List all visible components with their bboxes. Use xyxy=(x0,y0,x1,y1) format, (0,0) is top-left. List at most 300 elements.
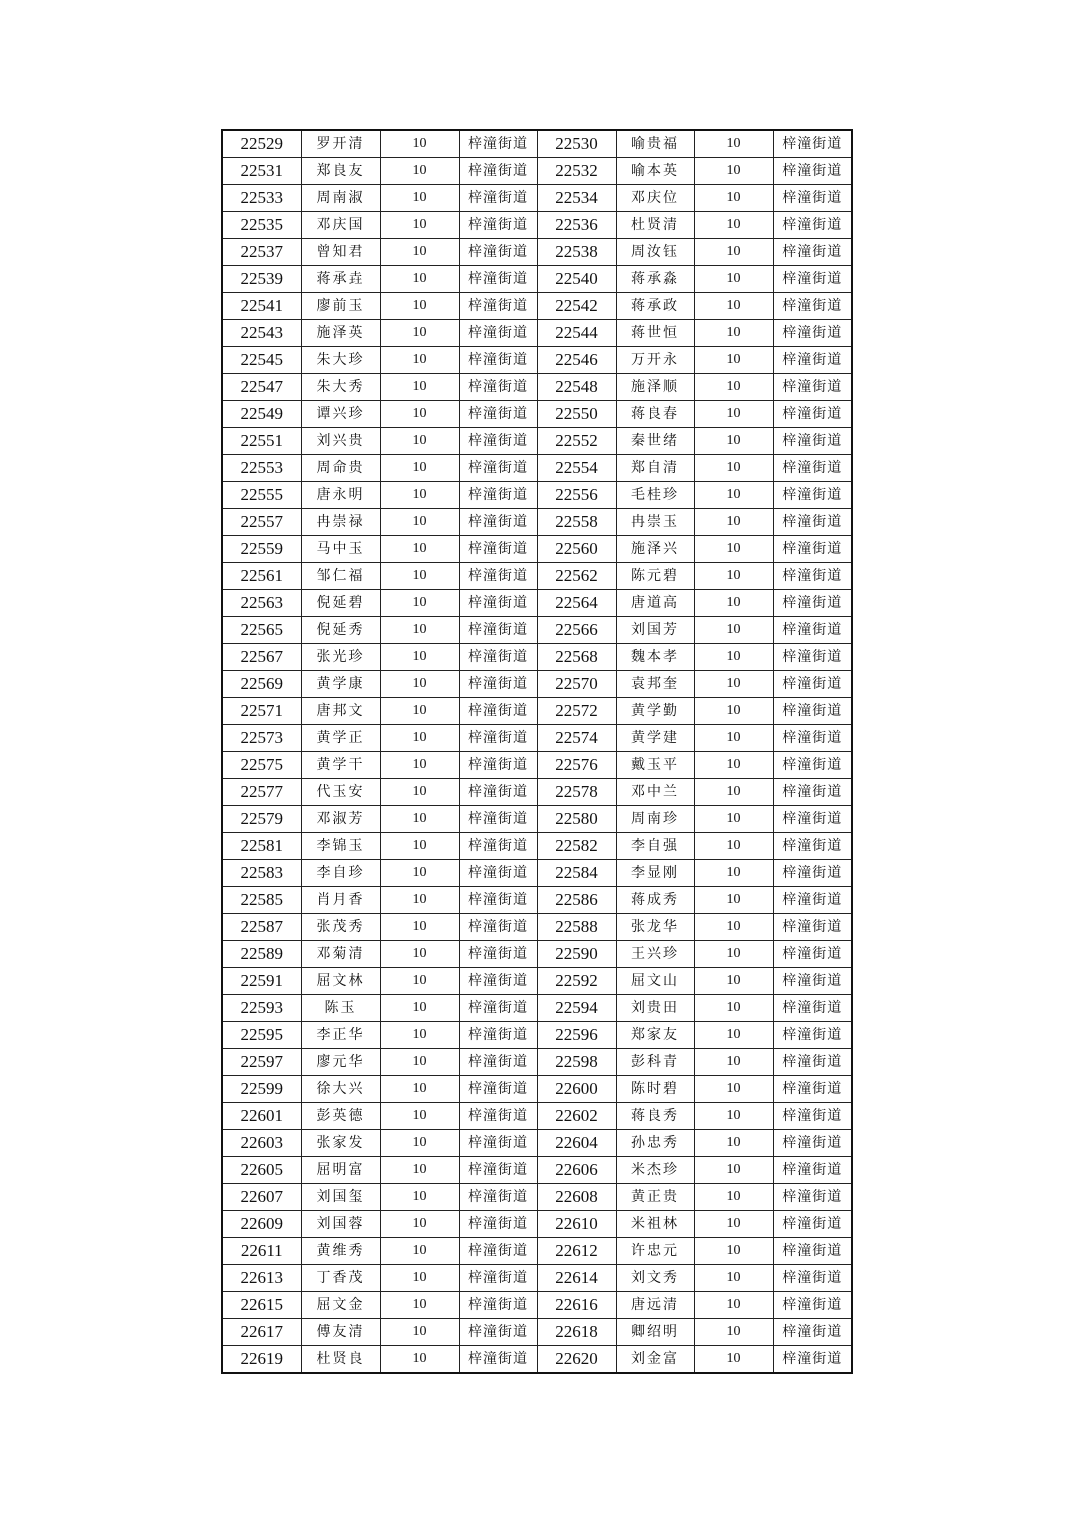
left-serial-number-cell: 22611 xyxy=(222,1238,301,1265)
table-row xyxy=(222,644,852,671)
right-street-name-cell: 梓潼街道 xyxy=(773,185,852,212)
left-serial-number-cell: 22601 xyxy=(222,1103,301,1130)
right-street-name-cell: 梓潼街道 xyxy=(773,1022,852,1049)
left-street-name-cell: 梓潼街道 xyxy=(459,833,537,860)
right-person-name-cell: 许忠元 xyxy=(616,1238,694,1265)
right-street-name-cell: 梓潼街道 xyxy=(773,1130,852,1157)
left-amount-cell: 10 xyxy=(380,1049,459,1076)
left-amount-cell: 10 xyxy=(380,995,459,1022)
left-amount-cell: 10 xyxy=(380,401,459,428)
right-amount-cell: 10 xyxy=(694,1157,773,1184)
left-person-name-cell: 黄学康 xyxy=(301,671,380,698)
left-person-name-cell: 刘兴贵 xyxy=(301,428,380,455)
right-person-name-cell: 周汝钰 xyxy=(616,239,694,266)
right-amount-cell: 10 xyxy=(694,1265,773,1292)
right-amount-cell: 10 xyxy=(694,617,773,644)
right-street-name-cell: 梓潼街道 xyxy=(773,1049,852,1076)
left-person-name-cell: 蒋承垚 xyxy=(301,266,380,293)
right-street-name-cell: 梓潼街道 xyxy=(773,266,852,293)
left-amount-cell: 10 xyxy=(380,374,459,401)
right-serial-number-cell: 22572 xyxy=(537,698,616,725)
table-row xyxy=(222,455,852,482)
left-person-name-cell: 唐邦文 xyxy=(301,698,380,725)
left-amount-cell: 10 xyxy=(380,1103,459,1130)
left-street-name-cell: 梓潼街道 xyxy=(459,401,537,428)
right-street-name-cell: 梓潼街道 xyxy=(773,563,852,590)
left-amount-cell: 10 xyxy=(380,1130,459,1157)
right-street-name-cell: 梓潼街道 xyxy=(773,482,852,509)
right-street-name-cell: 梓潼街道 xyxy=(773,698,852,725)
left-person-name-cell: 刘国蓉 xyxy=(301,1211,380,1238)
right-amount-cell: 10 xyxy=(694,968,773,995)
left-serial-number-cell: 22617 xyxy=(222,1319,301,1346)
right-serial-number-cell: 22592 xyxy=(537,968,616,995)
table-row xyxy=(222,428,852,455)
right-person-name-cell: 刘金富 xyxy=(616,1346,694,1374)
left-person-name-cell: 张家发 xyxy=(301,1130,380,1157)
left-street-name-cell: 梓潼街道 xyxy=(459,130,537,158)
right-person-name-cell: 米祖林 xyxy=(616,1211,694,1238)
right-amount-cell: 10 xyxy=(694,1238,773,1265)
left-street-name-cell: 梓潼街道 xyxy=(459,1184,537,1211)
table-row xyxy=(222,1184,852,1211)
left-amount-cell: 10 xyxy=(380,347,459,374)
right-serial-number-cell: 22566 xyxy=(537,617,616,644)
left-person-name-cell: 杜贤良 xyxy=(301,1346,380,1374)
right-amount-cell: 10 xyxy=(694,266,773,293)
right-amount-cell: 10 xyxy=(694,914,773,941)
right-amount-cell: 10 xyxy=(694,1076,773,1103)
right-amount-cell: 10 xyxy=(694,1319,773,1346)
right-serial-number-cell: 22542 xyxy=(537,293,616,320)
left-serial-number-cell: 22569 xyxy=(222,671,301,698)
left-street-name-cell: 梓潼街道 xyxy=(459,644,537,671)
right-serial-number-cell: 22618 xyxy=(537,1319,616,1346)
right-serial-number-cell: 22594 xyxy=(537,995,616,1022)
left-amount-cell: 10 xyxy=(380,914,459,941)
right-person-name-cell: 张龙华 xyxy=(616,914,694,941)
left-serial-number-cell: 22539 xyxy=(222,266,301,293)
left-amount-cell: 10 xyxy=(380,860,459,887)
right-serial-number-cell: 22530 xyxy=(537,130,616,158)
left-amount-cell: 10 xyxy=(380,455,459,482)
table-row xyxy=(222,1211,852,1238)
left-person-name-cell: 邓庆国 xyxy=(301,212,380,239)
left-amount-cell: 10 xyxy=(380,1346,459,1374)
right-amount-cell: 10 xyxy=(694,1022,773,1049)
left-street-name-cell: 梓潼街道 xyxy=(459,374,537,401)
right-person-name-cell: 周南珍 xyxy=(616,806,694,833)
left-amount-cell: 10 xyxy=(380,1265,459,1292)
left-serial-number-cell: 22577 xyxy=(222,779,301,806)
table-row xyxy=(222,887,852,914)
left-person-name-cell: 傅友清 xyxy=(301,1319,380,1346)
right-street-name-cell: 梓潼街道 xyxy=(773,1238,852,1265)
right-amount-cell: 10 xyxy=(694,347,773,374)
left-person-name-cell: 李自珍 xyxy=(301,860,380,887)
right-serial-number-cell: 22604 xyxy=(537,1130,616,1157)
left-serial-number-cell: 22533 xyxy=(222,185,301,212)
roster-body xyxy=(222,130,852,1373)
right-serial-number-cell: 22576 xyxy=(537,752,616,779)
left-amount-cell: 10 xyxy=(380,833,459,860)
right-serial-number-cell: 22552 xyxy=(537,428,616,455)
right-serial-number-cell: 22554 xyxy=(537,455,616,482)
right-serial-number-cell: 22540 xyxy=(537,266,616,293)
left-serial-number-cell: 22609 xyxy=(222,1211,301,1238)
left-street-name-cell: 梓潼街道 xyxy=(459,752,537,779)
right-amount-cell: 10 xyxy=(694,293,773,320)
right-person-name-cell: 刘国芳 xyxy=(616,617,694,644)
right-serial-number-cell: 22550 xyxy=(537,401,616,428)
table-row xyxy=(222,860,852,887)
right-street-name-cell: 梓潼街道 xyxy=(773,239,852,266)
left-person-name-cell: 黄维秀 xyxy=(301,1238,380,1265)
right-amount-cell: 10 xyxy=(694,158,773,185)
right-serial-number-cell: 22612 xyxy=(537,1238,616,1265)
left-amount-cell: 10 xyxy=(380,320,459,347)
left-person-name-cell: 李锦玉 xyxy=(301,833,380,860)
table-row xyxy=(222,185,852,212)
left-person-name-cell: 廖前玉 xyxy=(301,293,380,320)
right-street-name-cell: 梓潼街道 xyxy=(773,995,852,1022)
left-street-name-cell: 梓潼街道 xyxy=(459,428,537,455)
table-row xyxy=(222,833,852,860)
left-street-name-cell: 梓潼街道 xyxy=(459,941,537,968)
right-person-name-cell: 陈时碧 xyxy=(616,1076,694,1103)
table-row xyxy=(222,698,852,725)
left-serial-number-cell: 22571 xyxy=(222,698,301,725)
right-street-name-cell: 梓潼街道 xyxy=(773,833,852,860)
right-serial-number-cell: 22556 xyxy=(537,482,616,509)
left-amount-cell: 10 xyxy=(380,1319,459,1346)
left-serial-number-cell: 22607 xyxy=(222,1184,301,1211)
left-person-name-cell: 李正华 xyxy=(301,1022,380,1049)
left-amount-cell: 10 xyxy=(380,779,459,806)
left-street-name-cell: 梓潼街道 xyxy=(459,806,537,833)
right-person-name-cell: 刘文秀 xyxy=(616,1265,694,1292)
right-serial-number-cell: 22558 xyxy=(537,509,616,536)
right-amount-cell: 10 xyxy=(694,887,773,914)
left-amount-cell: 10 xyxy=(380,725,459,752)
left-person-name-cell: 丁香茂 xyxy=(301,1265,380,1292)
right-person-name-cell: 王兴珍 xyxy=(616,941,694,968)
left-serial-number-cell: 22561 xyxy=(222,563,301,590)
left-amount-cell: 10 xyxy=(380,1157,459,1184)
left-amount-cell: 10 xyxy=(380,1238,459,1265)
right-street-name-cell: 梓潼街道 xyxy=(773,374,852,401)
left-person-name-cell: 邓淑芳 xyxy=(301,806,380,833)
right-serial-number-cell: 22614 xyxy=(537,1265,616,1292)
right-amount-cell: 10 xyxy=(694,752,773,779)
right-street-name-cell: 梓潼街道 xyxy=(773,941,852,968)
right-amount-cell: 10 xyxy=(694,1184,773,1211)
left-street-name-cell: 梓潼街道 xyxy=(459,914,537,941)
right-amount-cell: 10 xyxy=(694,644,773,671)
left-street-name-cell: 梓潼街道 xyxy=(459,239,537,266)
right-street-name-cell: 梓潼街道 xyxy=(773,347,852,374)
left-serial-number-cell: 22605 xyxy=(222,1157,301,1184)
table-row xyxy=(222,671,852,698)
left-person-name-cell: 屈明富 xyxy=(301,1157,380,1184)
left-serial-number-cell: 22547 xyxy=(222,374,301,401)
table-row xyxy=(222,995,852,1022)
table-row xyxy=(222,1346,852,1374)
left-serial-number-cell: 22591 xyxy=(222,968,301,995)
left-amount-cell: 10 xyxy=(380,266,459,293)
left-serial-number-cell: 22599 xyxy=(222,1076,301,1103)
right-street-name-cell: 梓潼街道 xyxy=(773,1157,852,1184)
right-person-name-cell: 秦世绪 xyxy=(616,428,694,455)
right-serial-number-cell: 22544 xyxy=(537,320,616,347)
left-serial-number-cell: 22603 xyxy=(222,1130,301,1157)
left-person-name-cell: 朱大秀 xyxy=(301,374,380,401)
right-street-name-cell: 梓潼街道 xyxy=(773,779,852,806)
right-amount-cell: 10 xyxy=(694,1292,773,1319)
right-person-name-cell: 刘贵田 xyxy=(616,995,694,1022)
left-street-name-cell: 梓潼街道 xyxy=(459,1076,537,1103)
left-amount-cell: 10 xyxy=(380,941,459,968)
right-person-name-cell: 戴玉平 xyxy=(616,752,694,779)
left-person-name-cell: 张光珍 xyxy=(301,644,380,671)
table-row xyxy=(222,1049,852,1076)
left-street-name-cell: 梓潼街道 xyxy=(459,860,537,887)
left-street-name-cell: 梓潼街道 xyxy=(459,1049,537,1076)
right-street-name-cell: 梓潼街道 xyxy=(773,455,852,482)
right-amount-cell: 10 xyxy=(694,401,773,428)
right-amount-cell: 10 xyxy=(694,536,773,563)
right-amount-cell: 10 xyxy=(694,239,773,266)
table-row xyxy=(222,941,852,968)
right-street-name-cell: 梓潼街道 xyxy=(773,644,852,671)
left-person-name-cell: 张茂秀 xyxy=(301,914,380,941)
table-row xyxy=(222,401,852,428)
right-amount-cell: 10 xyxy=(694,130,773,158)
left-amount-cell: 10 xyxy=(380,536,459,563)
right-person-name-cell: 屈文山 xyxy=(616,968,694,995)
left-street-name-cell: 梓潼街道 xyxy=(459,320,537,347)
left-street-name-cell: 梓潼街道 xyxy=(459,725,537,752)
right-serial-number-cell: 22574 xyxy=(537,725,616,752)
table-row xyxy=(222,266,852,293)
right-person-name-cell: 孙忠秀 xyxy=(616,1130,694,1157)
table-row xyxy=(222,212,852,239)
left-serial-number-cell: 22613 xyxy=(222,1265,301,1292)
right-serial-number-cell: 22578 xyxy=(537,779,616,806)
right-amount-cell: 10 xyxy=(694,428,773,455)
table-row xyxy=(222,914,852,941)
left-serial-number-cell: 22573 xyxy=(222,725,301,752)
left-serial-number-cell: 22563 xyxy=(222,590,301,617)
right-amount-cell: 10 xyxy=(694,509,773,536)
right-street-name-cell: 梓潼街道 xyxy=(773,212,852,239)
left-street-name-cell: 梓潼街道 xyxy=(459,1211,537,1238)
left-amount-cell: 10 xyxy=(380,1022,459,1049)
left-amount-cell: 10 xyxy=(380,482,459,509)
right-street-name-cell: 梓潼街道 xyxy=(773,509,852,536)
left-person-name-cell: 冉崇禄 xyxy=(301,509,380,536)
left-serial-number-cell: 22589 xyxy=(222,941,301,968)
right-street-name-cell: 梓潼街道 xyxy=(773,1211,852,1238)
right-serial-number-cell: 22536 xyxy=(537,212,616,239)
right-person-name-cell: 蒋承淼 xyxy=(616,266,694,293)
left-amount-cell: 10 xyxy=(380,158,459,185)
left-person-name-cell: 郑良友 xyxy=(301,158,380,185)
right-street-name-cell: 梓潼街道 xyxy=(773,590,852,617)
left-street-name-cell: 梓潼街道 xyxy=(459,509,537,536)
right-person-name-cell: 邓中兰 xyxy=(616,779,694,806)
left-person-name-cell: 唐永明 xyxy=(301,482,380,509)
right-street-name-cell: 梓潼街道 xyxy=(773,130,852,158)
right-street-name-cell: 梓潼街道 xyxy=(773,158,852,185)
right-street-name-cell: 梓潼街道 xyxy=(773,752,852,779)
left-street-name-cell: 梓潼街道 xyxy=(459,995,537,1022)
right-street-name-cell: 梓潼街道 xyxy=(773,401,852,428)
left-street-name-cell: 梓潼街道 xyxy=(459,482,537,509)
left-person-name-cell: 朱大珍 xyxy=(301,347,380,374)
right-street-name-cell: 梓潼街道 xyxy=(773,1346,852,1374)
table-row xyxy=(222,482,852,509)
right-street-name-cell: 梓潼街道 xyxy=(773,293,852,320)
left-serial-number-cell: 22575 xyxy=(222,752,301,779)
right-serial-number-cell: 22548 xyxy=(537,374,616,401)
left-street-name-cell: 梓潼街道 xyxy=(459,266,537,293)
right-amount-cell: 10 xyxy=(694,185,773,212)
right-person-name-cell: 郑自清 xyxy=(616,455,694,482)
left-person-name-cell: 罗开清 xyxy=(301,130,380,158)
left-amount-cell: 10 xyxy=(380,1211,459,1238)
table-row xyxy=(222,1292,852,1319)
right-street-name-cell: 梓潼街道 xyxy=(773,887,852,914)
right-street-name-cell: 梓潼街道 xyxy=(773,968,852,995)
table-row xyxy=(222,509,852,536)
right-person-name-cell: 毛桂珍 xyxy=(616,482,694,509)
left-amount-cell: 10 xyxy=(380,590,459,617)
left-street-name-cell: 梓潼街道 xyxy=(459,887,537,914)
left-person-name-cell: 倪延碧 xyxy=(301,590,380,617)
table-row xyxy=(222,1319,852,1346)
table-row xyxy=(222,130,852,158)
left-person-name-cell: 陈玉 xyxy=(301,995,380,1022)
left-serial-number-cell: 22593 xyxy=(222,995,301,1022)
table-row xyxy=(222,536,852,563)
right-serial-number-cell: 22532 xyxy=(537,158,616,185)
left-amount-cell: 10 xyxy=(380,887,459,914)
table-row xyxy=(222,239,852,266)
right-street-name-cell: 梓潼街道 xyxy=(773,671,852,698)
left-person-name-cell: 黄学干 xyxy=(301,752,380,779)
table-row xyxy=(222,1265,852,1292)
right-person-name-cell: 蒋承政 xyxy=(616,293,694,320)
right-street-name-cell: 梓潼街道 xyxy=(773,1076,852,1103)
right-street-name-cell: 梓潼街道 xyxy=(773,725,852,752)
table-row xyxy=(222,563,852,590)
left-serial-number-cell: 22531 xyxy=(222,158,301,185)
right-street-name-cell: 梓潼街道 xyxy=(773,1103,852,1130)
left-street-name-cell: 梓潼街道 xyxy=(459,347,537,374)
right-amount-cell: 10 xyxy=(694,806,773,833)
table-row xyxy=(222,752,852,779)
right-amount-cell: 10 xyxy=(694,779,773,806)
right-street-name-cell: 梓潼街道 xyxy=(773,617,852,644)
right-person-name-cell: 万开永 xyxy=(616,347,694,374)
left-serial-number-cell: 22597 xyxy=(222,1049,301,1076)
right-person-name-cell: 黄学勤 xyxy=(616,698,694,725)
right-person-name-cell: 李显刚 xyxy=(616,860,694,887)
left-serial-number-cell: 22553 xyxy=(222,455,301,482)
left-person-name-cell: 屈文林 xyxy=(301,968,380,995)
left-serial-number-cell: 22559 xyxy=(222,536,301,563)
left-amount-cell: 10 xyxy=(380,185,459,212)
left-street-name-cell: 梓潼街道 xyxy=(459,1238,537,1265)
right-serial-number-cell: 22588 xyxy=(537,914,616,941)
left-serial-number-cell: 22535 xyxy=(222,212,301,239)
right-serial-number-cell: 22562 xyxy=(537,563,616,590)
left-amount-cell: 10 xyxy=(380,563,459,590)
left-serial-number-cell: 22581 xyxy=(222,833,301,860)
left-serial-number-cell: 22549 xyxy=(222,401,301,428)
right-serial-number-cell: 22582 xyxy=(537,833,616,860)
left-person-name-cell: 周南淑 xyxy=(301,185,380,212)
right-serial-number-cell: 22538 xyxy=(537,239,616,266)
left-amount-cell: 10 xyxy=(380,698,459,725)
table-row xyxy=(222,293,852,320)
right-person-name-cell: 李自强 xyxy=(616,833,694,860)
left-street-name-cell: 梓潼街道 xyxy=(459,1265,537,1292)
left-serial-number-cell: 22545 xyxy=(222,347,301,374)
left-person-name-cell: 廖元华 xyxy=(301,1049,380,1076)
left-street-name-cell: 梓潼街道 xyxy=(459,158,537,185)
left-serial-number-cell: 22579 xyxy=(222,806,301,833)
table-row xyxy=(222,779,852,806)
left-street-name-cell: 梓潼街道 xyxy=(459,698,537,725)
right-person-name-cell: 唐远清 xyxy=(616,1292,694,1319)
right-person-name-cell: 喻本英 xyxy=(616,158,694,185)
right-amount-cell: 10 xyxy=(694,698,773,725)
right-amount-cell: 10 xyxy=(694,320,773,347)
left-person-name-cell: 周命贵 xyxy=(301,455,380,482)
left-street-name-cell: 梓潼街道 xyxy=(459,536,537,563)
right-person-name-cell: 袁邦奎 xyxy=(616,671,694,698)
left-serial-number-cell: 22587 xyxy=(222,914,301,941)
right-person-name-cell: 蒋世恒 xyxy=(616,320,694,347)
left-serial-number-cell: 22595 xyxy=(222,1022,301,1049)
right-serial-number-cell: 22600 xyxy=(537,1076,616,1103)
left-amount-cell: 10 xyxy=(380,130,459,158)
right-person-name-cell: 陈元碧 xyxy=(616,563,694,590)
right-person-name-cell: 黄正贵 xyxy=(616,1184,694,1211)
left-street-name-cell: 梓潼街道 xyxy=(459,212,537,239)
left-serial-number-cell: 22615 xyxy=(222,1292,301,1319)
left-amount-cell: 10 xyxy=(380,1292,459,1319)
right-street-name-cell: 梓潼街道 xyxy=(773,860,852,887)
right-amount-cell: 10 xyxy=(694,833,773,860)
left-amount-cell: 10 xyxy=(380,671,459,698)
left-amount-cell: 10 xyxy=(380,212,459,239)
left-amount-cell: 10 xyxy=(380,239,459,266)
left-amount-cell: 10 xyxy=(380,509,459,536)
left-amount-cell: 10 xyxy=(380,1076,459,1103)
right-serial-number-cell: 22590 xyxy=(537,941,616,968)
right-amount-cell: 10 xyxy=(694,860,773,887)
left-street-name-cell: 梓潼街道 xyxy=(459,1103,537,1130)
right-street-name-cell: 梓潼街道 xyxy=(773,428,852,455)
left-serial-number-cell: 22541 xyxy=(222,293,301,320)
right-amount-cell: 10 xyxy=(694,212,773,239)
right-serial-number-cell: 22620 xyxy=(537,1346,616,1374)
table-row xyxy=(222,725,852,752)
table-row xyxy=(222,590,852,617)
